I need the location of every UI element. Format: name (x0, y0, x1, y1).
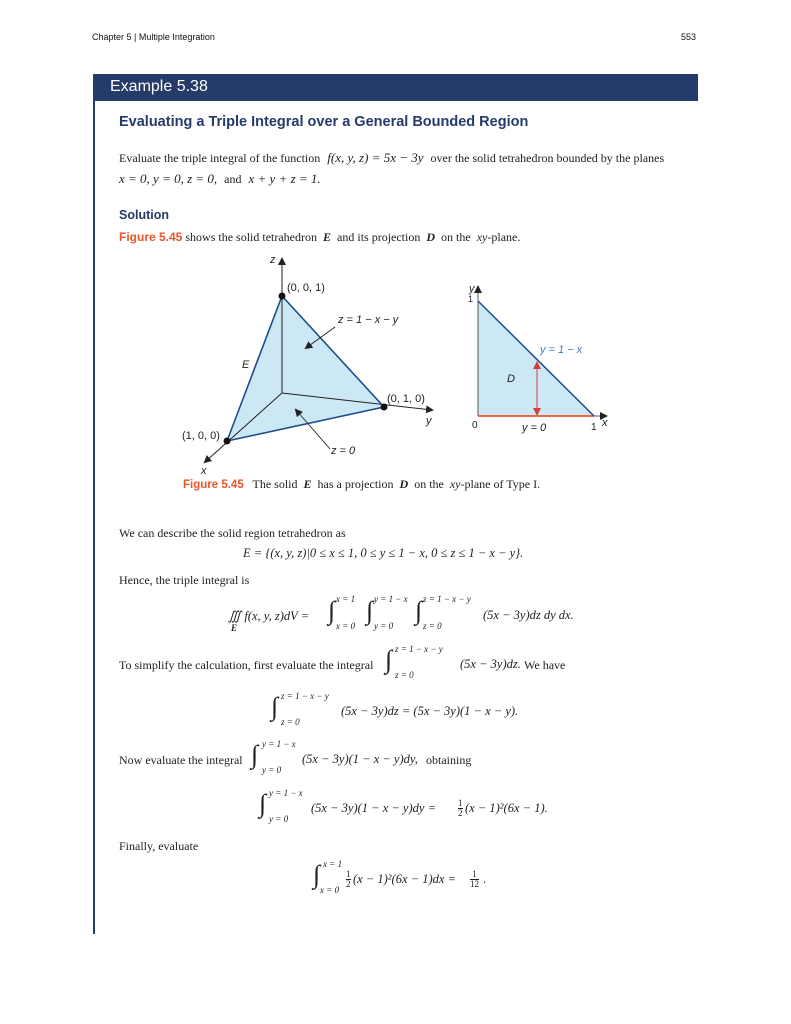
integral-sign: ∫ (366, 596, 374, 625)
triple-integral-equation (228, 590, 588, 640)
limit-upper: y = 1 − x (269, 788, 303, 798)
caption-text: The solid (252, 477, 298, 491)
limit-lower: y = 0 (262, 765, 282, 775)
triple-lhs: ∭ f(x, y, z)dV = (228, 609, 310, 623)
integral-sign: ∫ (271, 692, 279, 721)
caption-text: has a projection (317, 477, 394, 491)
describe-text: We can describe the solid region tetrahedron as (119, 526, 346, 540)
point-0-0-1 (279, 293, 286, 300)
denominator: 2 (458, 808, 463, 818)
figure-caption (183, 476, 540, 493)
limit-upper: y = 1 − x (262, 739, 296, 749)
numerator: 1 (470, 870, 479, 880)
triple-rhs: (5x − 3y)dz dy dx. (483, 608, 574, 622)
solution-text: and its projection (337, 230, 421, 244)
middle-lhs: (5x − 3y)(1 − x − y)dy = (311, 801, 437, 815)
caption-D: D (399, 477, 409, 491)
y-tick-1: 1 (468, 294, 474, 304)
now-text: Now evaluate the integral (119, 753, 243, 767)
limit-lower: x = 0 (336, 621, 356, 631)
x-tick-1: 1 (591, 422, 597, 433)
limit-lower: x = 0 (320, 885, 340, 895)
caption-figure-ref: Figure 5.45 (183, 479, 244, 491)
simplify-text: To simplify the calculation, first evaluate the integral (119, 658, 374, 672)
solution-xy: xy (476, 230, 488, 244)
limit-lower: z = 0 (395, 670, 414, 680)
integral-sign: ∫ (259, 789, 267, 818)
problem-text: over the solid tetrahedron bounded by the planes (430, 151, 665, 165)
final-integral-result (313, 858, 513, 898)
y-axis-label: y (469, 283, 475, 295)
point-1-0-0 (224, 438, 231, 445)
triple-region: E (231, 623, 238, 633)
middle-integral-result (259, 787, 559, 827)
limit-upper: z = 1 − x − y (395, 644, 443, 654)
x-axis-label: x (602, 417, 608, 429)
finally-text: Finally, evaluate (119, 839, 199, 853)
x-axis-label: x (201, 465, 207, 477)
example-title: Evaluating a Triple Integral over a General Bounded Region (119, 114, 529, 130)
fraction-result (470, 870, 479, 889)
z-axis-label: z (270, 254, 276, 266)
tetrahedron-diagram (182, 254, 433, 477)
fraction-half (346, 870, 351, 889)
base-label: z = 0 (331, 445, 356, 457)
integral-sign: ∫ (415, 596, 423, 625)
numerator: 1 (458, 798, 463, 808)
origin-label: 0 (472, 420, 478, 431)
solution-text: on the (441, 230, 471, 244)
limit-lower: z = 0 (423, 621, 442, 631)
final-period: . (483, 872, 487, 886)
numerator: 1 (346, 869, 351, 879)
final-integrand: (x − 1)²(6x − 1)dx = (353, 872, 456, 886)
inner-result-expression: (5x − 3y)dz = (5x − 3y)(1 − x − y). (341, 704, 519, 718)
middle-rhs: (x − 1)²(6x − 1). (465, 801, 548, 815)
caption-text: -plane of Type I. (460, 477, 541, 491)
upper-boundary-label: y = 1 − x (540, 344, 583, 356)
problem-text: Evaluate the triple integral of the function (119, 151, 321, 165)
solution-E: E (323, 230, 332, 244)
y-axis-label: y (426, 415, 432, 427)
now-evaluate-line (119, 738, 559, 778)
simplify-integrand: (5x − 3y)dz. (460, 657, 521, 671)
problem-plane-last: x + y + z = 1. (248, 171, 321, 186)
solution-heading: Solution (119, 208, 169, 222)
integral-sign: ∫ (385, 645, 393, 674)
solution-text: -plane. (487, 230, 521, 244)
solution-text: shows the solid tetrahedron (185, 230, 318, 244)
now-text: obtaining (426, 753, 472, 767)
caption-xy: xy (449, 477, 461, 491)
integral-sign: ∫ (251, 740, 259, 769)
limit-upper: x = 1 (323, 859, 343, 869)
limit-upper: z = 1 − x − y (423, 594, 471, 604)
solid-label: E (242, 359, 250, 371)
limit-upper: z = 1 − x − y (281, 691, 329, 701)
solution-D: D (426, 230, 436, 244)
region-label: D (507, 373, 515, 385)
simplify-line (119, 643, 599, 683)
now-integrand: (5x − 3y)(1 − x − y)dy, (302, 752, 418, 766)
limit-lower: y = 0 (374, 621, 394, 631)
denominator: 2 (346, 879, 351, 889)
point-label-right: (0, 1, 0) (387, 393, 425, 405)
caption-text: on the (414, 477, 444, 491)
caption-E: E (303, 477, 312, 491)
limit-upper: x = 1 (336, 594, 356, 604)
limit-lower: y = 0 (269, 814, 289, 824)
limit-lower: z = 0 (281, 717, 300, 727)
page-number: 553 (681, 32, 697, 42)
point-label-left: (1, 0, 0) (182, 430, 220, 442)
surface-label: z = 1 − x − y (338, 314, 399, 326)
denominator: 12 (470, 879, 479, 889)
integral-sign: ∫ (313, 860, 321, 889)
inner-integral-result (271, 690, 571, 730)
fraction-half (458, 799, 463, 818)
problem-and: and (224, 172, 242, 186)
figure-reference-link[interactable]: Figure 5.45 (119, 230, 183, 244)
projection-diagram (468, 283, 608, 434)
example-label: Example 5.38 (110, 78, 208, 95)
limit-upper: y = 1 − x (374, 594, 408, 604)
integral-sign: ∫ (328, 596, 336, 625)
problem-planes: x = 0, y = 0, z = 0, (119, 171, 218, 186)
problem-function: f(x, y, z) = 5x − 3y (327, 150, 424, 165)
point-label-top: (0, 0, 1) (287, 282, 325, 294)
running-header-chapter: Chapter 5 | Multiple Integration (92, 32, 215, 42)
simplify-text: We have (524, 658, 566, 672)
hence-text: Hence, the triple integral is (119, 573, 250, 587)
lower-boundary-label: y = 0 (522, 422, 547, 434)
set-equation: E = {(x, y, z)|0 ≤ x ≤ 1, 0 ≤ y ≤ 1 − x, 0 ≤ z ≤ 1 − x − y}. (243, 546, 524, 560)
